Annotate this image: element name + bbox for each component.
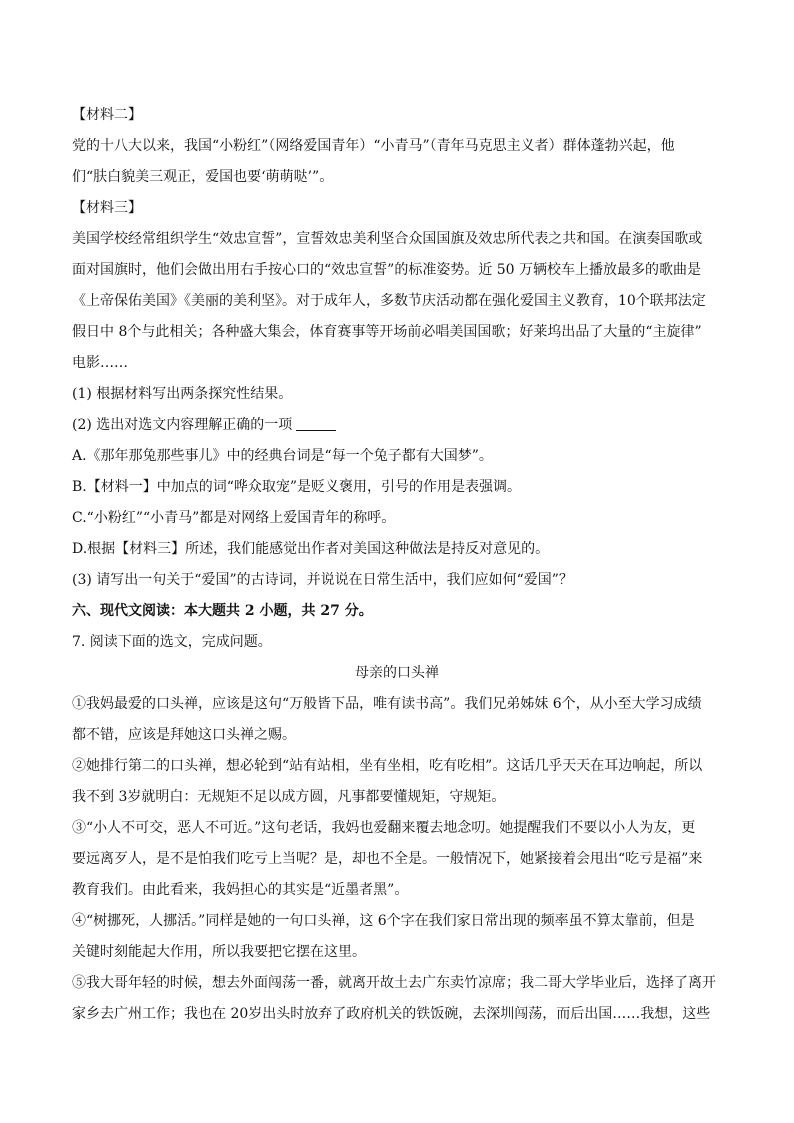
material2-heading: 【材料二】 bbox=[72, 107, 142, 123]
text-line: ⑤我大哥年轻的时候，想去外面闯荡一番，就离开故土去广东卖竹凉席；我二哥大学毕业后，选择了离开 bbox=[72, 975, 716, 991]
text-line: ②她排行第二的口头禅，想必轮到“站有站相，坐有坐相，吃有吃相”。这话几乎天天在耳边响起，所以 bbox=[72, 758, 703, 774]
question-2 bbox=[72, 410, 722, 441]
text-line: 党的十八大以来，我国“小粉红”（网络爱国青年）“小青马”（青年马克思主义者）群体蓬勃兴起，他 bbox=[72, 138, 675, 154]
text-line: 们“肤白貌美三观正，爱国也要‘萌萌哒’”。 bbox=[72, 169, 334, 185]
essay-title: 母亲的口头禅 bbox=[355, 665, 439, 681]
material3-heading: 【材料三】 bbox=[72, 200, 142, 216]
paragraph-5 bbox=[72, 968, 722, 1030]
paragraph-1 bbox=[72, 689, 722, 751]
text-line: 面对国旗时，他们会做出用右手按心口的“效忠宣誓”的标准姿势。近 50 万辆校车上播放最多的歌曲是 bbox=[72, 262, 702, 278]
text-line: ③“小人不可交，恶人不可近。”这句老话，我妈也爱翻来覆去地念叨。她提醒我们不要以小人为友，更 bbox=[72, 820, 696, 836]
text-line: 美国学校经常组织学生“效忠宣誓”，宣誓效忠美利坚合众国国旗及效忠所代表之共和国。在演奏国歌或 bbox=[72, 231, 703, 247]
text-line: 都不错，应该是拜她这口头禅之赐。 bbox=[72, 727, 296, 743]
question-3: (3) 请写出一句关于“爱国”的古诗词，并说说在日常生活中，我们应如何“爱国”？ bbox=[72, 572, 573, 588]
text-line: 家乡去广州工作；我也在 20岁出头时放弃了政府机关的铁饭碗，去深圳闯荡，而后出国……我想，这些 bbox=[72, 1006, 711, 1022]
text-line: 假日中 8个与此相关；各种盛大集会，体育赛事等开场前必唱美国国歌；好莱坞出品了大量的“主旋律” bbox=[72, 324, 702, 340]
text-line: 要远离歹人，是不是怕我们吃亏上当呢？是，却也不全是。一般情况下，她紧接着会甩出“吃亏是福”来 bbox=[72, 851, 703, 867]
question-2-text: (2) 选出对选文内容理解正确的一项 bbox=[72, 417, 293, 433]
option-b: B.【材料一】中加点的词“哗众取宠”是贬义褒用，引号的作用是表强调。 bbox=[72, 479, 522, 495]
text-line: 教育我们。由此看来，我妈担心的其实是“近墨者黑”。 bbox=[72, 882, 409, 898]
text-line: ①我妈最爱的口头禅，应该是这句“万般皆下品，唯有读书高”。我们兄弟姊妹 6个，从小至大学习成绩 bbox=[72, 696, 702, 712]
text-line: ④“树挪死，人挪活。”同样是她的一句口头禅，这 6个字在我们家日常出现的频率虽不算太靠前，但是 bbox=[72, 913, 695, 929]
document-page bbox=[72, 100, 722, 1030]
answer-blank[interactable] bbox=[296, 414, 336, 431]
paragraph-3 bbox=[72, 813, 722, 906]
section-6-heading: 六、现代文阅读：本大题共 2 小题，共 27 分。 bbox=[72, 603, 373, 619]
material2-text bbox=[72, 131, 722, 193]
paragraph-4 bbox=[72, 906, 722, 968]
text-line: 我不到 3岁就明白：无规矩不足以成方圆，凡事都要懂规矩，守规矩。 bbox=[72, 789, 506, 805]
text-line: 关键时刻能起大作用，所以我要把它摆在这里。 bbox=[72, 944, 366, 960]
text-line: 《上帝保佑美国》《美丽的美利坚》。对于成年人，多数节庆活动都在强化爱国主义教育，10个联邦法定 bbox=[72, 293, 706, 309]
option-d: D.根据【材料三】所述，我们能感觉出作者对美国这种做法是持反对意见的。 bbox=[72, 541, 550, 557]
paragraph-2 bbox=[72, 751, 722, 813]
question-7: 7. 阅读下面的选文，完成问题。 bbox=[72, 634, 272, 650]
option-c: C.“小粉红”“小青马”都是对网络上爱国青年的称呼。 bbox=[72, 510, 396, 526]
material3-text bbox=[72, 224, 722, 379]
option-a: A.《那年那兔那些事儿》中的经典台词是“每一个兔子都有大国梦”。 bbox=[72, 448, 493, 464]
text-line: 电影…… bbox=[72, 355, 128, 371]
question-1: (1) 根据材料写出两条探究性结果。 bbox=[72, 386, 293, 402]
